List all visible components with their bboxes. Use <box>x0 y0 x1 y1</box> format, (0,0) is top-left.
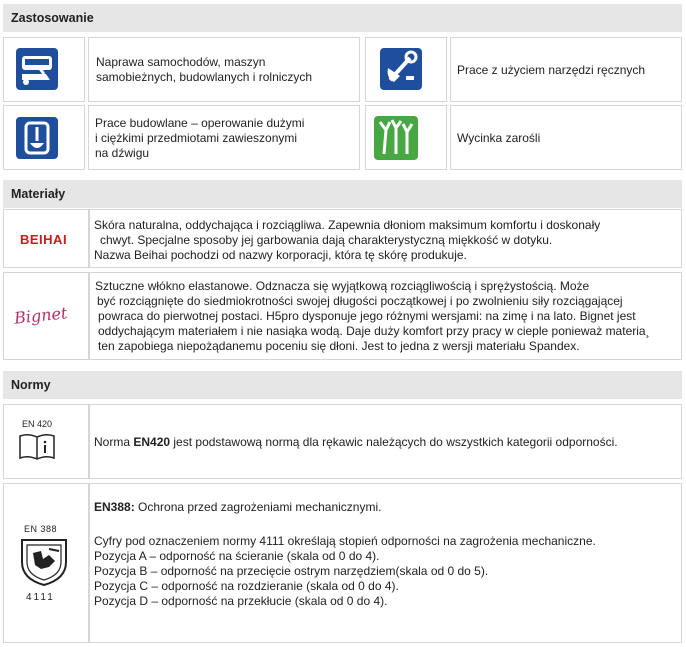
en388-code: 4111 <box>26 592 55 603</box>
text-line: Pozycja C – odporność na rozdzieranie (skala od 0 do 4). <box>94 579 399 593</box>
norm-icon-cell <box>3 483 89 643</box>
beihai-logo: BEIHAI <box>20 232 68 247</box>
text-line: i ciężkimi przedmiotami zawieszonymi <box>95 131 298 145</box>
text-line: samobieżnych, budowlanych i rolniczych <box>96 70 313 84</box>
text-part: jest podstawową normą dla rękawic należących do wszystkich kategorii odporności. <box>170 435 618 449</box>
section-header-materials <box>3 180 682 208</box>
text-line: Sztuczne włókno elastanowe. Odznacza się wyjątkową rozciągliwością i sprężystością. Może <box>95 279 590 293</box>
text-line: na dźwigu <box>95 146 150 160</box>
en388-title <box>94 500 381 515</box>
car-repair-icon <box>16 48 58 90</box>
norm-text-cell <box>89 404 682 479</box>
usage-icon-cell <box>365 105 447 170</box>
hand-tool-icon <box>380 48 422 90</box>
usage-icon-cell <box>3 105 85 170</box>
crane-load-icon <box>16 117 58 159</box>
mechanical-hazard-shield-icon <box>19 537 69 587</box>
section-title: Zastosowanie <box>11 11 94 25</box>
text-line: być rozciągnięte do siedmiokrotności swojej długości początkowej i po zwolnieniu siły rozciągającej <box>97 294 623 308</box>
usage-text-cell <box>450 37 682 102</box>
usage-text <box>95 116 304 161</box>
text-line: Pozycja A – odporność na ścieranie (skala od 0 do 4). <box>94 549 380 563</box>
text-part: Norma <box>94 435 134 449</box>
text-line: Skóra naturalna, oddychająca i rozciągliwa. Zapewnia dłoniom maksimum komfortu i doskonały <box>94 218 601 232</box>
text-line: Prace budowlane – operowanie dużymi <box>95 116 305 130</box>
usage-text: Wycinka zarośli <box>457 131 541 145</box>
text-line: Nazwa Beihai pochodzi od nazwy korporacji, która tę skórę produkuje. <box>94 248 467 262</box>
usage-text <box>96 55 312 85</box>
en420-text <box>94 435 618 450</box>
material-text <box>94 218 600 263</box>
norm-code: EN388: <box>94 500 135 514</box>
text-line: Pozycja B – odporność na przecięcie ostrym narzędziem(skala od 0 do 5). <box>94 564 489 578</box>
material-text-cell <box>89 209 682 268</box>
text-line: Naprawa samochodów, maszyn <box>96 55 266 69</box>
norm-text-cell <box>89 483 682 643</box>
text-line: Pozycja D – odporność na przekłucie (skala od 0 do 4). <box>94 594 388 608</box>
usage-text: Prace z użyciem narzędzi ręcznych <box>457 63 646 77</box>
en388-details <box>94 534 596 609</box>
en420-label: EN 420 <box>22 419 53 429</box>
text-line: Cyfry pod oznaczeniem normy 4111 określają stopień odporności na zagrożenia mechaniczne. <box>94 534 596 548</box>
en388-label: EN 388 <box>24 524 58 534</box>
section-header-norms <box>3 371 682 399</box>
section-title: Normy <box>11 378 51 392</box>
norm-icon-cell <box>3 404 89 479</box>
usage-text-cell <box>88 105 360 170</box>
bignet-logo: Bignet <box>13 303 69 328</box>
material-text-cell <box>89 272 682 360</box>
text-line: oddychającym materiałem i nie nasiąka wodą. Daje duży komfort przy pracy w cieple ponieważ materia¸ <box>98 324 650 338</box>
usage-text-cell <box>450 105 682 170</box>
section-title: Materiały <box>11 187 66 201</box>
manual-book-icon <box>18 433 56 461</box>
material-logo-cell <box>3 209 89 268</box>
norm-code: EN420 <box>133 435 171 449</box>
usage-text-cell <box>88 37 360 102</box>
brush-cutting-icon <box>374 116 418 160</box>
text-line: ten zapobiega niepożądanemu poceniu się dłoni. Jest to jedna z wersji materiału Spandex. <box>98 339 580 353</box>
usage-icon-cell <box>365 37 447 102</box>
text-line: powraca do pierwotnej postaci. H5pro dysponuje jego różnymi wersjami: na zimę i na lato. Bignet jest <box>98 309 636 323</box>
section-header-usage <box>3 4 682 32</box>
usage-icon-cell <box>3 37 85 102</box>
material-text <box>95 279 650 354</box>
text-line: chwyt. Specjalne sposoby jej garbowania dają charakterystyczną miękkość w dotyku. <box>100 233 553 247</box>
material-logo-cell <box>3 272 89 360</box>
text-part: Ochrona przed zagrożeniami mechanicznymi. <box>134 500 382 514</box>
